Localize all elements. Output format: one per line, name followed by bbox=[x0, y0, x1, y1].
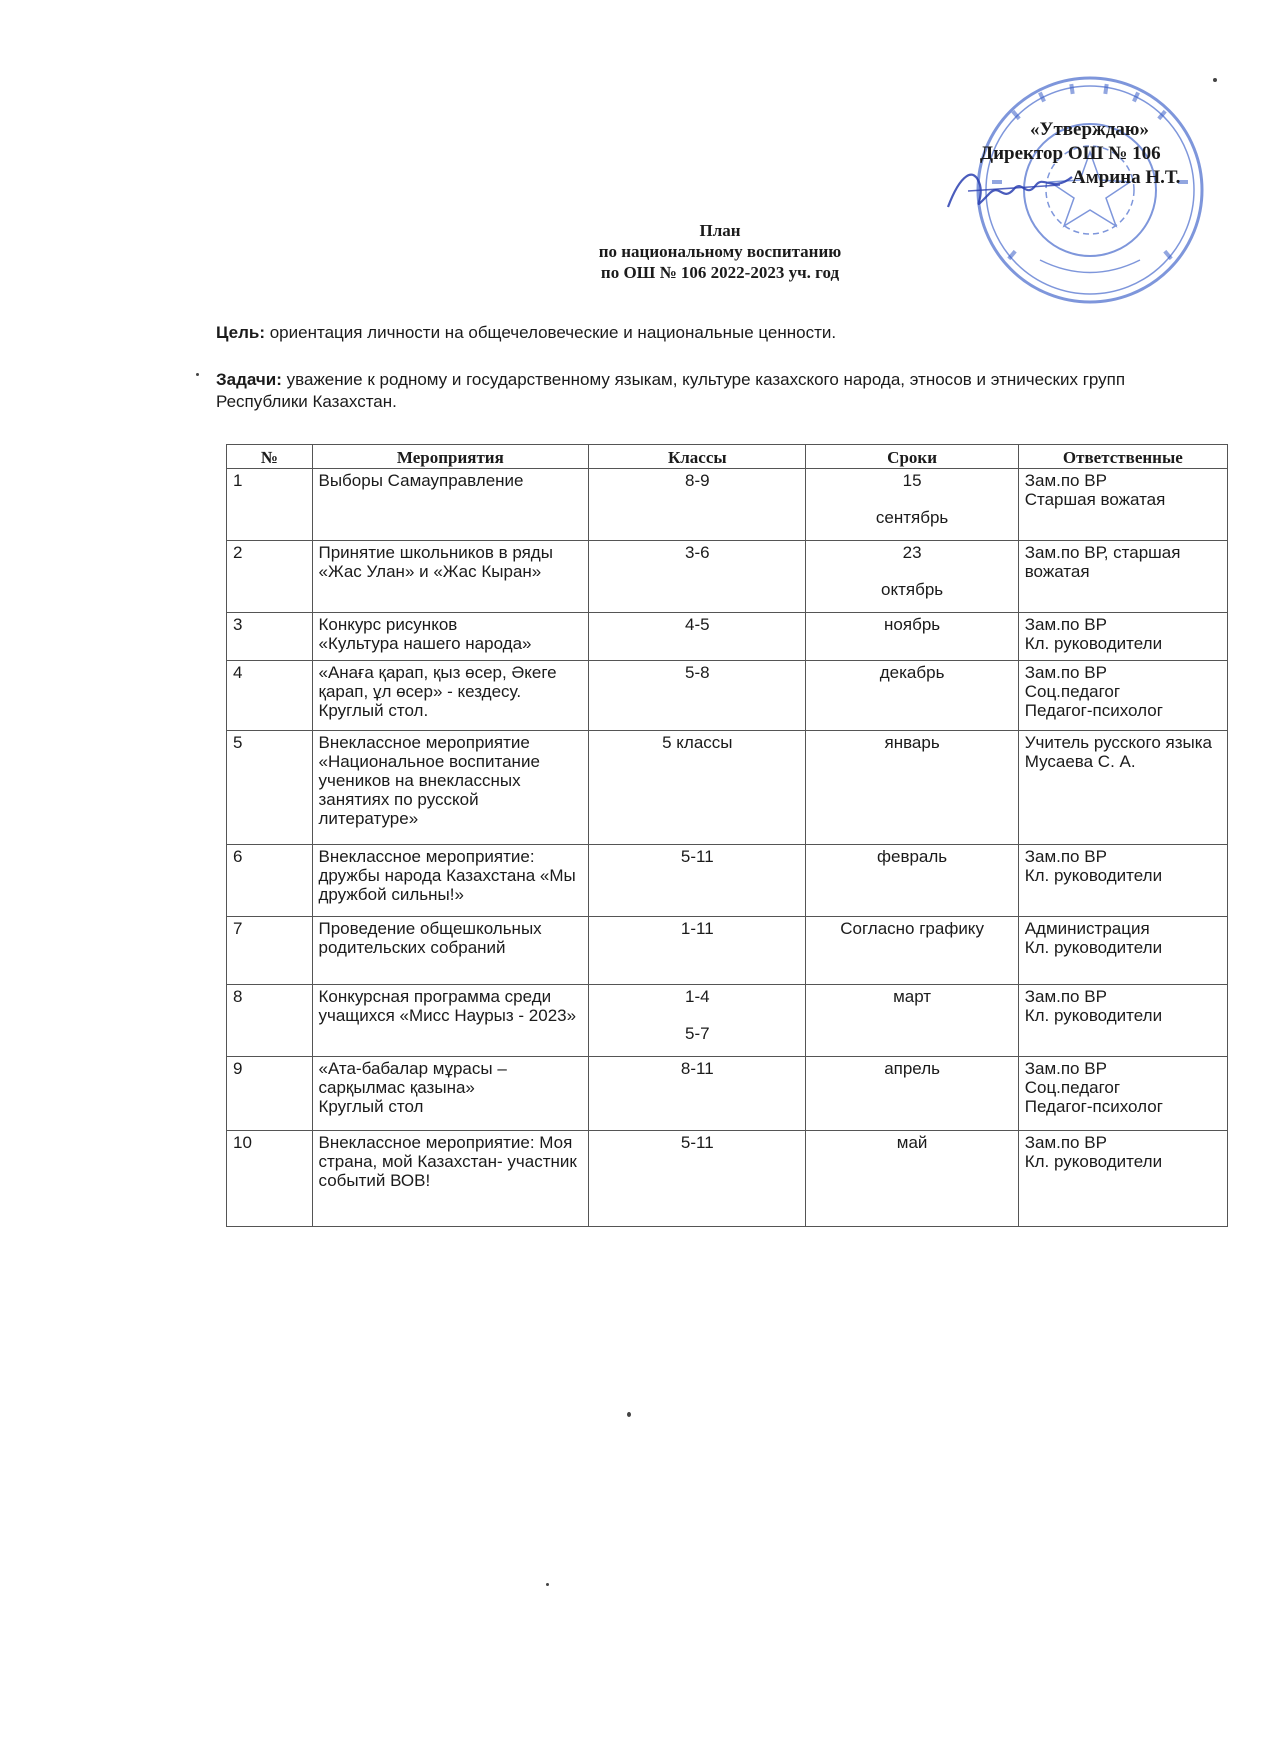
spacer bbox=[812, 490, 1011, 508]
scan-speck bbox=[1213, 78, 1217, 82]
goal-label: Цель: bbox=[216, 323, 265, 342]
table-body bbox=[227, 469, 1228, 1227]
term-text: 23 bbox=[902, 543, 922, 562]
row-number-text: 7 bbox=[233, 919, 243, 938]
header-classes: Классы bbox=[589, 445, 806, 469]
term-cell bbox=[806, 469, 1018, 541]
responsible-cell bbox=[1018, 731, 1227, 845]
event-cell bbox=[312, 917, 589, 985]
table-row bbox=[227, 845, 1228, 917]
table-row bbox=[227, 1057, 1228, 1131]
classes-cell bbox=[589, 541, 806, 613]
row-number-text: 6 bbox=[233, 847, 243, 866]
responsible-text: Зам.по ВР Соц.педагог Педагог-психолог bbox=[1024, 1059, 1163, 1116]
header-number: № bbox=[227, 445, 313, 469]
term-cell bbox=[806, 985, 1018, 1057]
responsible-text: Администрация Кл. руководители bbox=[1024, 919, 1163, 957]
responsible-cell bbox=[1018, 613, 1227, 661]
row-number-text: 9 bbox=[233, 1059, 243, 1078]
tasks-label: Задачи: bbox=[216, 370, 282, 389]
scan-speck bbox=[546, 1583, 549, 1586]
event-text: Конкурсная программа среди учащихся «Мисс Наурыз - 2023» bbox=[318, 987, 577, 1025]
responsible-text: Зам.по ВР Старшая вожатая bbox=[1024, 471, 1166, 509]
table-row bbox=[227, 541, 1228, 613]
classes-cell bbox=[589, 985, 806, 1057]
term-text: ноябрь bbox=[884, 615, 941, 634]
classes-text: 5 классы bbox=[662, 733, 733, 752]
table-row bbox=[227, 1131, 1228, 1227]
responsible-cell bbox=[1018, 845, 1227, 917]
approval-name: Амрина Н.Т. bbox=[1072, 167, 1181, 188]
header-events: Мероприятия bbox=[312, 445, 589, 469]
event-cell bbox=[312, 845, 589, 917]
classes-cell bbox=[589, 469, 806, 541]
table-row bbox=[227, 917, 1228, 985]
term-text: декабрь bbox=[879, 663, 945, 682]
term-text: март bbox=[893, 987, 932, 1006]
event-cell bbox=[312, 1057, 589, 1131]
classes-cell bbox=[589, 917, 806, 985]
row-number bbox=[227, 731, 313, 845]
classes-text: 1-11 bbox=[680, 919, 714, 938]
term-cell bbox=[806, 613, 1018, 661]
title-line-2: по национальному воспитанию bbox=[598, 242, 842, 261]
event-text: «Анаға қарап, қыз өсер, Әкеге қарап, ұл өсер» - кездесу. Круглый стол. bbox=[318, 663, 557, 720]
responsible-cell bbox=[1018, 985, 1227, 1057]
row-number bbox=[227, 985, 313, 1057]
classes-text: 8-9 bbox=[685, 471, 710, 490]
responsible-text: Зам.по ВР Кл. руководители bbox=[1024, 615, 1163, 653]
responsible-text: Зам.по ВР Кл. руководители bbox=[1024, 847, 1163, 885]
approval-block bbox=[980, 118, 1210, 190]
event-text: Внеклассное мероприятие: Моя страна, мой Казахстан- участник событий ВОВ! bbox=[318, 1133, 577, 1190]
term-text: 15 bbox=[902, 471, 922, 490]
term-cell bbox=[806, 845, 1018, 917]
header-terms: Сроки bbox=[806, 445, 1018, 469]
row-number-text: 1 bbox=[233, 471, 243, 490]
responsible-text: Зам.по ВР, старшая вожатая bbox=[1024, 543, 1181, 581]
table-row bbox=[227, 469, 1228, 541]
event-text: Внеклассное мероприятие: дружбы народа Казахстана «Мы дружбой сильны!» bbox=[318, 847, 576, 904]
term-cell bbox=[806, 731, 1018, 845]
classes-cell bbox=[589, 731, 806, 845]
event-text: Внеклассное мероприятие «Национальное воспитание учеников на внеклассных занятиях по русской литературе» bbox=[318, 733, 540, 828]
event-cell bbox=[312, 731, 589, 845]
title-line-3: по ОШ № 106 2022-2023 уч. год bbox=[600, 263, 840, 282]
goal-text: ориентация личности на общечеловеческие и национальные ценности. bbox=[265, 323, 837, 342]
responsible-cell bbox=[1018, 1057, 1227, 1131]
table-row bbox=[227, 661, 1228, 731]
responsible-text: Зам.по ВР Кл. руководители bbox=[1024, 987, 1163, 1025]
spacer bbox=[595, 1006, 799, 1024]
scan-speck bbox=[196, 373, 199, 376]
term-text: сентябрь bbox=[875, 508, 949, 527]
row-number-text: 2 bbox=[233, 543, 243, 562]
responsible-text: Зам.по ВР Кл. руководители bbox=[1024, 1133, 1163, 1171]
header-responsible: Ответственные bbox=[1018, 445, 1227, 469]
row-number bbox=[227, 469, 313, 541]
classes-cell bbox=[589, 613, 806, 661]
event-text: Принятие школьников в ряды «Жас Улан» и «Жас Кыран» bbox=[318, 543, 553, 581]
classes-text: 5-8 bbox=[685, 663, 710, 682]
table-row bbox=[227, 985, 1228, 1057]
table-row bbox=[227, 731, 1228, 845]
term-cell bbox=[806, 1131, 1018, 1227]
term-text: январь bbox=[884, 733, 940, 752]
responsible-cell bbox=[1018, 661, 1227, 731]
classes-cell bbox=[589, 845, 806, 917]
event-cell bbox=[312, 541, 589, 613]
responsible-text: Зам.по ВР Соц.педагог Педагог-психолог bbox=[1024, 663, 1163, 720]
row-number-text: 4 bbox=[233, 663, 243, 682]
term-cell bbox=[806, 917, 1018, 985]
classes-text: 1-4 bbox=[685, 987, 710, 1006]
table-row bbox=[227, 613, 1228, 661]
responsible-cell bbox=[1018, 541, 1227, 613]
row-number-text: 8 bbox=[233, 987, 243, 1006]
event-text: Выборы Самауправление bbox=[318, 471, 524, 490]
event-cell bbox=[312, 469, 589, 541]
classes-text: 5-7 bbox=[685, 1024, 710, 1043]
row-number bbox=[227, 613, 313, 661]
row-number-text: 5 bbox=[233, 733, 243, 752]
row-number bbox=[227, 541, 313, 613]
classes-cell bbox=[589, 661, 806, 731]
goal-paragraph bbox=[216, 322, 1216, 344]
responsible-cell bbox=[1018, 917, 1227, 985]
classes-text: 8-11 bbox=[680, 1059, 714, 1078]
event-cell bbox=[312, 1131, 589, 1227]
term-cell bbox=[806, 541, 1018, 613]
term-text: октябрь bbox=[881, 580, 944, 599]
event-cell bbox=[312, 613, 589, 661]
classes-text: 3-6 bbox=[685, 543, 710, 562]
event-text: «Ата-бабалар мұрасы – сарқылмас қазына» Круглый стол bbox=[318, 1059, 507, 1116]
event-cell bbox=[312, 661, 589, 731]
event-text: Конкурс рисунков «Культура нашего народа» bbox=[318, 615, 532, 653]
plan-table bbox=[226, 444, 1228, 1227]
responsible-text: Учитель русского языка Мусаева С. А. bbox=[1024, 733, 1213, 771]
classes-text: 4-5 bbox=[685, 615, 710, 634]
row-number bbox=[227, 1057, 313, 1131]
row-number bbox=[227, 845, 313, 917]
row-number-text: 3 bbox=[233, 615, 243, 634]
term-cell bbox=[806, 1057, 1018, 1131]
responsible-cell bbox=[1018, 1131, 1227, 1227]
classes-text: 5-11 bbox=[680, 847, 714, 866]
approval-heading: «Утверждаю» bbox=[1030, 119, 1149, 140]
row-number bbox=[227, 917, 313, 985]
event-cell bbox=[312, 985, 589, 1057]
classes-cell bbox=[589, 1131, 806, 1227]
row-number bbox=[227, 1131, 313, 1227]
approval-position: Директор ОШ № 106 bbox=[980, 143, 1161, 164]
page-title bbox=[480, 220, 960, 283]
term-cell bbox=[806, 661, 1018, 731]
event-text: Проведение общешкольных родительских собраний bbox=[318, 919, 542, 957]
row-number bbox=[227, 661, 313, 731]
tasks-paragraph bbox=[216, 369, 1196, 413]
table-header-row bbox=[227, 445, 1228, 469]
responsible-cell bbox=[1018, 469, 1227, 541]
scan-speck bbox=[627, 1412, 631, 1417]
term-text: Согласно графику bbox=[840, 919, 984, 938]
term-text: апрель bbox=[884, 1059, 940, 1078]
tasks-text: уважение к родному и государственному языкам, культуре казахского народа, этносов и этнических групп Республики Казахстан. bbox=[216, 370, 1126, 411]
term-text: май bbox=[896, 1133, 928, 1152]
spacer bbox=[812, 562, 1011, 580]
title-line-1: План bbox=[699, 221, 741, 240]
classes-cell bbox=[589, 1057, 806, 1131]
term-text: февраль bbox=[877, 847, 948, 866]
row-number-text: 10 bbox=[233, 1133, 252, 1152]
classes-text: 5-11 bbox=[680, 1133, 714, 1152]
